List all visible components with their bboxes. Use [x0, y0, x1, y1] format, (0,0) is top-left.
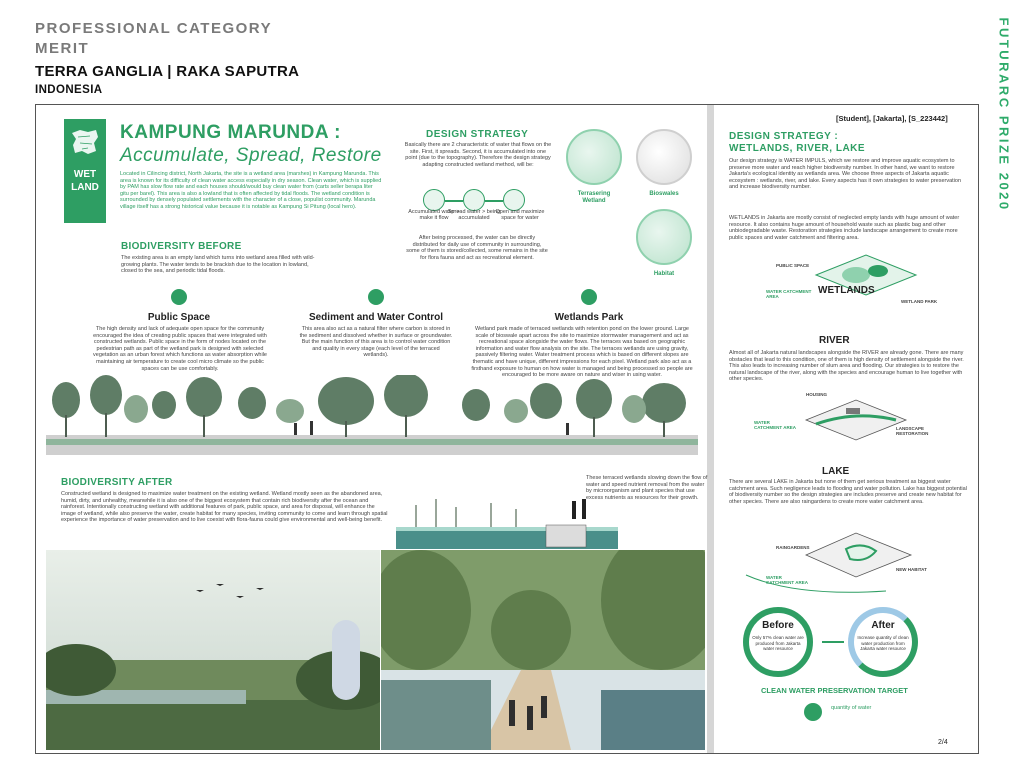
pillar-title: Sediment and Water Control: [308, 312, 444, 323]
diagram-label: LANDSCAPE RESTORATION: [896, 426, 929, 436]
presentation-board: [35, 104, 979, 754]
diagram-label: WETLAND PARK: [901, 299, 938, 304]
tree-icon: [171, 289, 187, 305]
lake-text: There are several LAKE in Jakarta but none of them get serious treatment as biggest water catchment area. Such negligence leads to flooding and water pollution. Lake has biggest potential of biodiversity number so the design strategies are includes preserve and create new habitat for other species. There are also raingardens to create more water catchment area.: [729, 479, 967, 505]
intro-text: Located in Cilincing district, North Jakarta, the site is a wetland area (marshes) in Kampung Marunda. This area is known for its difficulty of clean water access especially in dry season. Clean water, which is supplied by PAM has slow flow rate and each houses should/would buy clean water from (carts seller berapa liter gitu per barel). This area is also a lowland that is often affected by tidal floods. The wetland condition is surrounded by densely populated settlements with the character of a close, populist community. Marunda village itself has a strong historical value because it is notable as Kampung Si Pitung (local hero).: [120, 171, 382, 210]
page-number: 2/4: [938, 739, 948, 746]
panel-divider: [707, 105, 714, 754]
biodiversity-before-text: The existing area is an empty land which turns into wetland area filled with wild-growing plants. The water tends to be brackish due to the location in lowland, closed to the sea, and periodic tidal floods.: [121, 255, 315, 275]
award-label: MERIT: [35, 40, 90, 57]
diagram-label: WATER CATCHMENT AREA: [766, 575, 808, 585]
site-section-illustration: [46, 375, 698, 455]
diagram-label: RAINGARDENS: [776, 545, 810, 550]
badge-line2: LAND: [71, 182, 99, 193]
accumulate-icon: [423, 189, 445, 211]
pillar-title: Wetlands Park: [554, 312, 624, 323]
biodiversity-after-text: Constructed wetland is designed to maximize water treatment on the existing wetland. Wetland mostly seen as the abandoned area, humid, dirty, and unhealthy, meanwhile it is also one of the biggest ecosystem that contain rich biodiversity after the ocean and rainforest. Intentionally constructing wetland with additional features of park, public space, and area for disposal, will enhance the image of wetland, while also preserve the water, create habitat for many species, inviting community to come and learn through spatial experience the importance of water preservation and to live coexist with flora-fauna could give environmental and well-being benefit.: [61, 491, 388, 524]
water-drop-icon: [804, 703, 822, 721]
project-subtitle: Accumulate, Spread, Restore: [120, 145, 382, 166]
habitat-diagram: [636, 209, 692, 265]
pillar-text: This area also act as a natural filter where carbon is stored in the sediment and dissolved whether in surface or groundwater. But the main function of this area is to control water condition and quality in every stage (each level of the terraced wetlands).: [299, 326, 453, 359]
badge-line1: WET: [73, 169, 97, 180]
after-ring: [848, 607, 918, 677]
flow-label: Spread water > being accumulated: [447, 209, 501, 222]
river-text: Almost all of Jakarta natural landscapes alongside the RIVER are already gone. There are many obstacles that lead to this condition, one of them is high density of settlement alongside the river. This also leads to increasing number of slum area and flooding. Our strategies is to restore the natural landscape of the river, along with the species and encourage human to live together with other species.: [729, 350, 964, 383]
river-title: RIVER: [819, 335, 850, 346]
flow-arrow: [445, 200, 463, 202]
diagram-label: Habitat: [653, 271, 675, 277]
lake-diagram: [736, 515, 946, 600]
flow-arrow: [485, 200, 503, 202]
diagram-label: Terrasering Wetland: [577, 191, 611, 204]
diagram-label: Bioswales: [649, 191, 679, 197]
flow-label: Open and maximize space for water: [495, 209, 545, 222]
open-space-icon: [503, 189, 525, 211]
lake-title: LAKE: [822, 466, 850, 477]
after-title: After: [871, 620, 895, 631]
right-heading-line1: DESIGN STRATEGY :: [729, 131, 839, 142]
design-strategy-text-2: After being processed, the water can be directly distributed for daily use of community in surrounding, some of them is stored/collected, some remains in the site for flora fauna and act as recreational element.: [406, 235, 548, 261]
leaf-icon: [581, 289, 597, 305]
pillar-title: Public Space: [147, 312, 211, 323]
bioswales-diagram: [636, 129, 692, 185]
target-label: quantity of water: [831, 705, 872, 711]
wetlands-note: These terraced wetlands slowing down the flow of water and speed nutrient removal from the water by microorganism and plant species that use excess nutrients as resources for their growth.: [586, 475, 708, 501]
diagram-label: HOUSING: [806, 392, 828, 397]
right-heading: [729, 131, 865, 155]
right-heading-line2: WETLANDS, RIVER, LAKE: [729, 143, 866, 154]
authors-title: TERRA GANGLIA | RAKA SAPUTRA: [35, 63, 300, 80]
pillar-text: Wetland park made of terraced wetlands with retention pond on the lower ground. Large scale of bioswale apart across the site to maximize stormwater management and act as recreational space alongside the water flows. The terraces was based on geographic information and water flow analysis on the site. The terraces wetlands are using gravity, passively filtering water. Water treatment process which is based on different slopes are thematic and have unique, different impressions for each pixel. Wetland park also act as a firsthand exposure to human on how water is managed and being processed so people are encouraged to be more aware on nature and wiser in using water.: [471, 326, 693, 379]
prize-vertical-label: FUTURARC PRIZE 2020: [996, 17, 1012, 212]
biodiversity-before-title: BIODIVERSITY BEFORE: [121, 241, 242, 252]
before-ring: [743, 607, 813, 677]
park-render-left: [46, 550, 380, 750]
water-drop-icon: [368, 289, 384, 305]
design-strategy-text: Basically there are 2 characteristic of water that flows on the site. First, it spreads. Second, it is accumulated into one point (due to the topography). Therefore the design strategy adapting constructed wetland method, will be:: [404, 142, 552, 168]
design-strategy-title: DESIGN STRATEGY: [426, 129, 529, 140]
wetlands-title: WETLANDS: [818, 285, 875, 296]
right-intro: Our design strategy is WATER IMPULS, which we restore and improve aquatic ecosystem to preserve more water and reach higher biodiversity number. In other hand, we want to restore Jakarta's ecological identity as wetlands area. We choose three aspects of Jakarta aquatic ecosystem : wetlands, river, and lake. Every aspects has it own strategies to water preservation and increase biodiversity number.: [729, 158, 962, 191]
flow-label: Accumulated water > make it flow: [408, 209, 460, 222]
diagram-label: WATER CATCHMENT AREA: [754, 420, 796, 430]
country-label: INDONESIA: [35, 84, 103, 96]
diagram-label: NEW HABITAT: [896, 567, 927, 572]
category-label: PROFESSIONAL CATEGORY: [35, 20, 273, 37]
pillar-text: The high density and lack of adequate open space for the community encouraged the idea of creating public spaces that were integrated with constructed wetlands. Public space in the form of nodes located on the pedestrian path as part of the wetland park is designed with selected vegetation as an urban forest which functions as water absorption while maintaining air temperature to create cool micro climate so the public spaces can be use comfortably.: [93, 326, 267, 372]
diagram-label: WATER CATCHMENT AREA: [766, 289, 812, 299]
terrasering-diagram: [566, 129, 622, 185]
wetlands-diagram: [766, 245, 946, 305]
target-title: CLEAN WATER PRESERVATION TARGET: [761, 686, 908, 695]
jakarta-map-icon: [70, 127, 100, 157]
project-title: KAMPUNG MARUNDA :: [120, 122, 341, 143]
entry-tag: [Student], [Jakarta], [S_223442]: [836, 114, 948, 123]
diagram-label: PUBLIC SPACE: [776, 263, 810, 268]
biodiversity-after-title: BIODIVERSITY AFTER: [61, 477, 173, 488]
wetland-section-cut: [396, 485, 618, 549]
before-title: Before: [762, 620, 794, 631]
after-text: Increase quantity of clean water production from Jakarta water resource: [857, 635, 909, 651]
park-render-right: [381, 550, 705, 750]
wetlands-text: WETLANDS in Jakarta are mostly consist of neglected empty lands with huge amount of water resource. It also contains huge amount of household waste such as plastic bag and other unbiodegradable waste. Restoration strategies include landscape arrangement to create more public spaces and water catchment and filtering area.: [729, 215, 960, 241]
spread-icon: [463, 189, 485, 211]
before-text: Only 57% clean water are produced from Jakarta water resource: [752, 635, 804, 651]
before-after-arrow: [822, 641, 844, 643]
river-diagram: [736, 390, 946, 450]
wetland-badge: [64, 119, 106, 223]
